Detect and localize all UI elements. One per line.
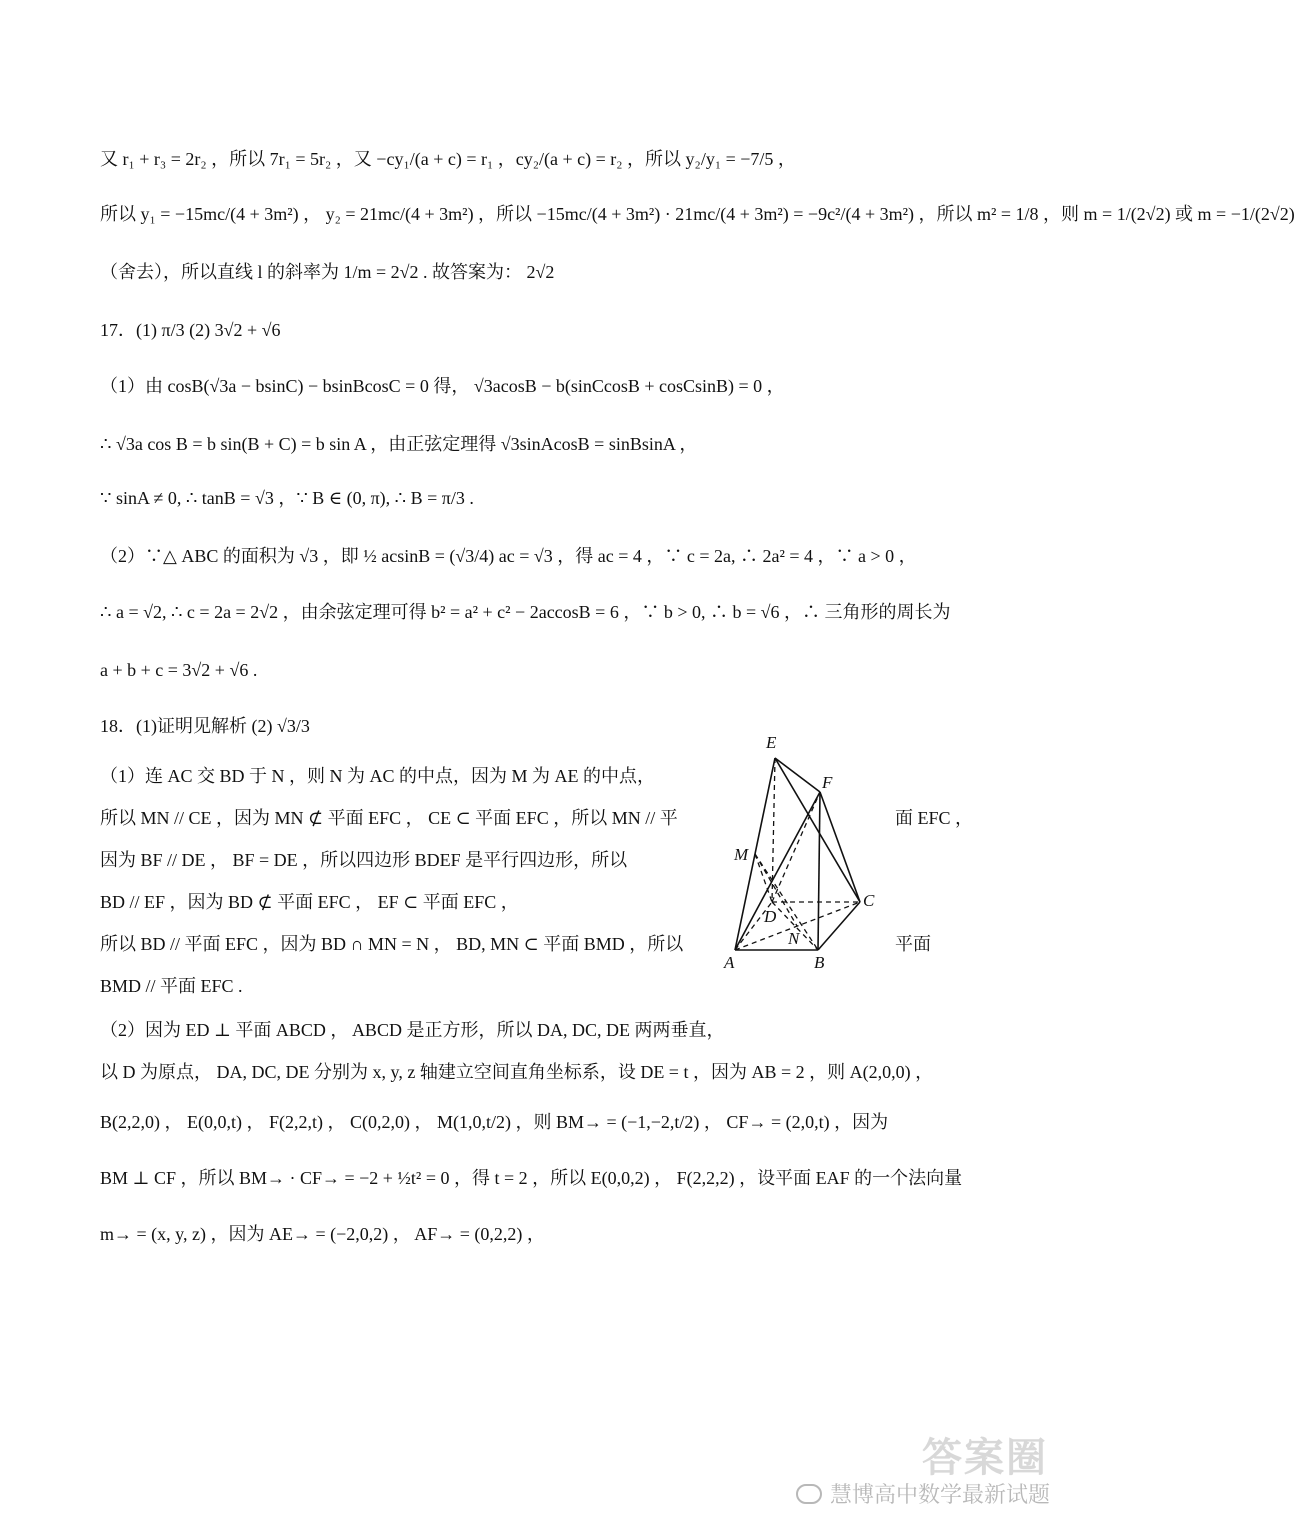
label-c: C <box>863 891 875 910</box>
geometry-figure <box>720 730 890 980</box>
side-text-plane-efc: 面 EFC ， <box>895 808 974 828</box>
text-line: （2）因为 ED ⊥ 平面 ABCD ， ABCD 是正方形，所以 DA, DC, DE 两两垂直， <box>100 1020 725 1040</box>
solid-figure-svg <box>720 730 890 980</box>
text-line: （1）由 cosB(√3a − bsinC) − bsinBcosC = 0 得， √3acosB − b(sinCcosB + cosCsinB) = 0 ， <box>100 376 785 396</box>
edge-fc <box>820 792 860 902</box>
text-line: （2）∵△ ABC 的面积为 √3 ，即 ½ acsinB = (√3/4) ac = √3 ，得 ac = 4 ，∵ c = 2a, ∴ 2a² = 4 ，∵ a > 0 ， <box>100 546 917 566</box>
problem-18-answer: 18．(1)证明见解析 (2) √3/3 <box>100 716 310 736</box>
text-line: （1）连 AC 交 BD 于 N ，则 N 为 AC 的中点，因为 M 为 AE 的中点， <box>100 766 656 786</box>
text-line: ∴ √3a cos B = b sin(B + C) = b sin A ，由正弦定理得 √3sinAcosB = sinBsinA ， <box>100 434 698 454</box>
text-line: BD // EF ，因为 BD ⊄ 平面 EFC ， EF ⊂ 平面 EFC ， <box>100 892 519 912</box>
label-f: F <box>822 773 833 792</box>
edge-bc <box>818 902 860 950</box>
text-line: 所以 BD // 平面 EFC ，因为 BD ∩ MN = N ， BD, MN ⊂ 平面 BMD ，所以 <box>100 934 684 954</box>
text-line: （舍去），所以直线 l 的斜率为 1/m = 2√2 . 故答案为： 2√2 <box>100 262 555 282</box>
label-b: B <box>814 953 825 972</box>
text-line: B(2,2,0) ， E(0,0,t) ， F(2,2,t) ， C(0,2,0) ， M(1,0,t/2) ，则 BM→ = (−1,−2,t/2) ， CF→ = (2,0,t) ，因为 <box>100 1112 889 1132</box>
edge-ec <box>775 758 860 902</box>
watermark-text: 慧博高中数学最新试题 <box>829 1483 1050 1508</box>
text-line: 所以 MN // CE ，因为 MN ⊄ 平面 EFC ， CE ⊂ 平面 EFC ，所以 MN // 平 <box>100 808 678 828</box>
label-e: E <box>766 733 777 752</box>
text-line: 所以 y₁ = −15mc/(4 + 3m²) ， y₂ = 21mc/(4 + 3m²) ，所以 −15mc/(4 + 3m²) · 21mc/(4 + 3m²) = −9c²/(4 + 3m²) ，所以 m² = 1/8 ，则 m = 1/(2√2) 或 m = −1/(2√2) <box>100 204 1295 224</box>
text-line: m→ = (x, y, z) ，因为 AE→ = (−2,0,2) ， AF→ = (0,2,2) ， <box>100 1224 545 1244</box>
label-d: D <box>764 907 777 926</box>
text-line: 又 r₁ + r₃ = 2r₂ ，所以 7r₁ = 5r₂ ，又 −cy₁/(a + c) = r₁ ，cy₂/(a + c) = r₂ ，所以 y₂/y₁ = −7/5 ， <box>100 149 796 169</box>
text-line: BMD // 平面 EFC . <box>100 976 243 996</box>
edge-ef <box>775 758 820 792</box>
wechat-icon <box>796 1484 822 1504</box>
edge-bf <box>818 792 820 950</box>
edge-df <box>772 792 820 902</box>
text-line: a + b + c = 3√2 + √6 . <box>100 660 258 680</box>
text-line: 以 D 为原点， DA, DC, DE 分别为 x, y, z 轴建立空间直角坐标系，设 DE = t ，因为 AB = 2 ，则 A(2,0,0) ， <box>100 1062 934 1082</box>
label-a: A <box>724 953 735 972</box>
watermark-logo: 答案圈 <box>922 1435 1048 1481</box>
edge-af <box>735 792 820 950</box>
problem-17-answer: 17．(1) π/3 (2) 3√2 + √6 <box>100 320 281 340</box>
watermark <box>796 1478 1050 1509</box>
text-line: ∵ sinA ≠ 0, ∴ tanB = √3 ，∵ B ∈ (0, π), ∴ B = π/3 . <box>100 488 474 508</box>
label-n: N <box>788 929 800 948</box>
text-line: BM ⊥ CF ，所以 BM→ · CF→ = −2 + ½t² = 0 ，得 t = 2 ，所以 E(0,0,2) ， F(2,2,2) ，设平面 EAF 的一个法向量 <box>100 1168 963 1188</box>
side-text-plane: 平面 <box>895 934 931 954</box>
text-line: ∴ a = √2, ∴ c = 2a = 2√2 ，由余弦定理可得 b² = a² + c² − 2accosB = 6 ，∵ b > 0, ∴ b = √6 ，∴ 三角形的周长为 <box>100 602 951 622</box>
label-m: M <box>734 845 749 864</box>
text-line: 因为 BF // DE ， BF = DE ，所以四边形 BDEF 是平行四边形，所以 <box>100 850 628 870</box>
